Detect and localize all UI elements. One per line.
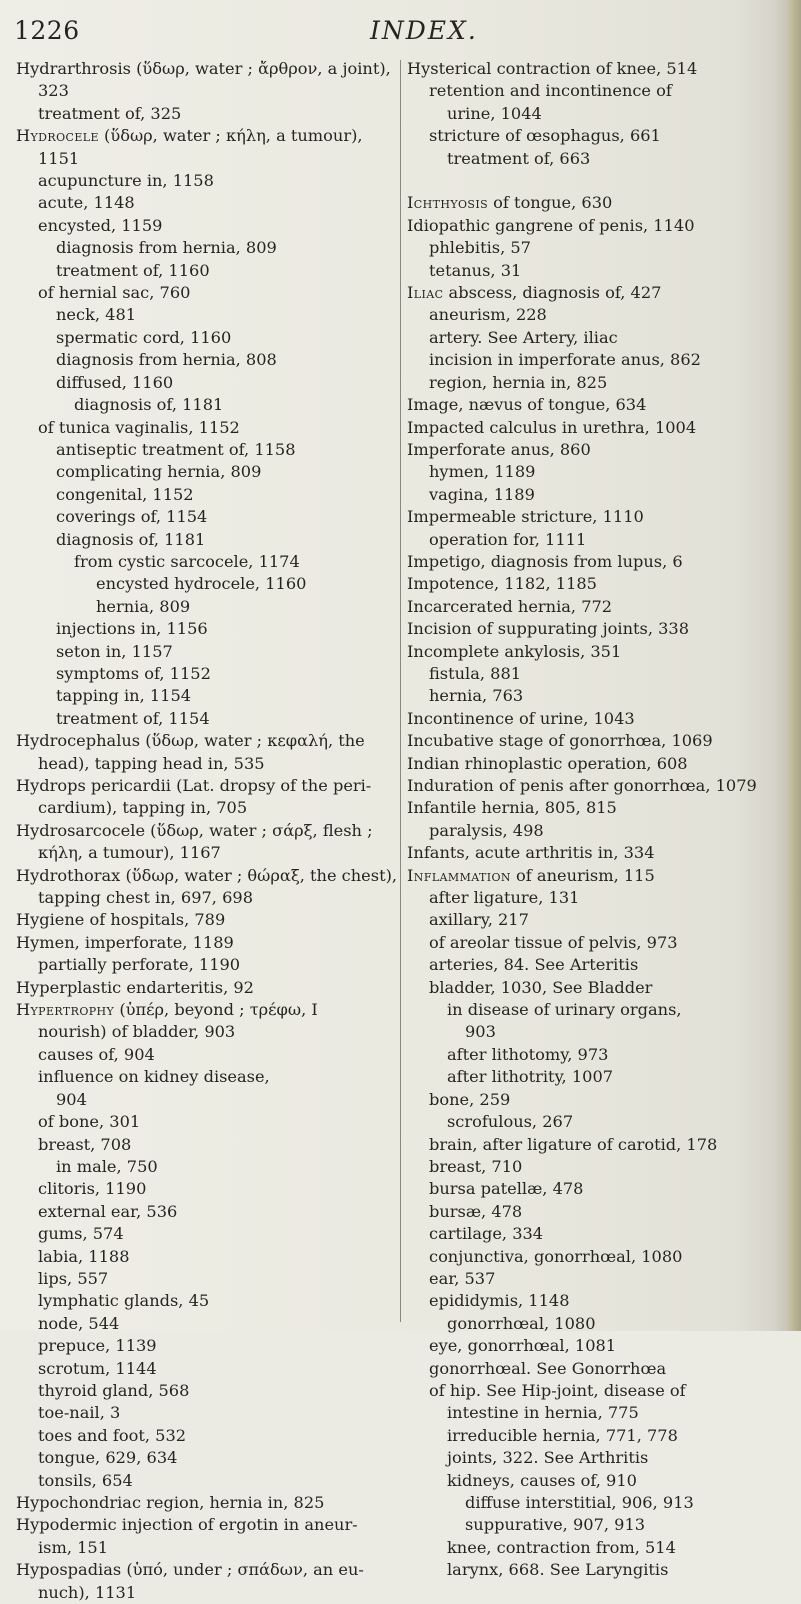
index-entry: external ear, 536 — [38, 1201, 178, 1221]
page-title: INDEX. — [370, 16, 478, 45]
index-entry: diffuse interstitial, 906, 913 — [465, 1493, 694, 1512]
index-entry: complicating hernia, 809 — [56, 462, 262, 482]
index-entry: acute, 1148 — [38, 193, 135, 213]
index-entry: Idiopathic gangrene of penis, 1140 — [407, 215, 695, 235]
index-entry: paralysis, 498 — [429, 820, 544, 840]
index-entry: urine, 1044 — [447, 103, 542, 123]
index-entry: aneurism, 228 — [429, 305, 547, 325]
index-entry: gonorrhœal. See Gonorrhœa — [429, 1358, 667, 1378]
index-entry: breast, 710 — [429, 1156, 523, 1176]
index-entry: diffused, 1160 — [56, 372, 174, 392]
index-entry: irreducible hernia, 771, 778 — [447, 1425, 678, 1445]
index-entry: symptoms of, 1152 — [56, 663, 211, 683]
index-entry: cardium), tapping in, 705 — [38, 798, 248, 818]
index-entry: Incomplete ankylosis, 351 — [407, 641, 622, 661]
index-entry: Inflammation of aneurism, 115 — [407, 865, 655, 885]
index-entry: retention and incontinence of — [429, 81, 672, 101]
index-entry: after ligature, 131 — [429, 888, 580, 908]
index-entry: treatment of, 1160 — [56, 260, 210, 280]
index-entry: operation for, 1111 — [429, 529, 587, 549]
page-number: 1226 — [14, 16, 80, 45]
index-entry: Incontinence of urine, 1043 — [407, 708, 635, 728]
index-entry: Ichthyosis of tongue, 630 — [407, 193, 613, 213]
index-entry: spermatic cord, 1160 — [56, 327, 232, 347]
index-entry: Hymen, imperforate, 1189 — [16, 932, 234, 952]
index-entry: bladder, 1030, See Bladder — [429, 977, 653, 997]
index-entry: injections in, 1156 — [56, 619, 208, 639]
index-entry: Impacted calculus in urethra, 1004 — [407, 417, 697, 437]
index-entry: Induration of penis after gonorrhœa, 1079 — [407, 776, 757, 795]
index-entry: κήλη, a tumour), 1167 — [38, 843, 221, 863]
index-entry: axillary, 217 — [429, 910, 529, 930]
index-entry: diagnosis of, 1181 — [56, 529, 206, 549]
index-entry: seton in, 1157 — [56, 641, 173, 661]
page-edge-shadow — [775, 0, 801, 1331]
index-entry: eye, gonorrhœal, 1081 — [429, 1336, 617, 1356]
index-entry: diagnosis from hernia, 808 — [56, 350, 277, 370]
index-entry: Hypertrophy (ὑπέρ, beyond ; τρέφω, I — [16, 1000, 318, 1020]
index-entry: nourish) of bladder, 903 — [38, 1022, 236, 1042]
index-entry: treatment of, 325 — [38, 103, 182, 123]
index-entry: Hyperplastic endarteritis, 92 — [16, 977, 254, 997]
index-entry: congenital, 1152 — [56, 484, 194, 504]
index-entry: nuch), 1131 — [38, 1582, 137, 1602]
index-entry: Infantile hernia, 805, 815 — [407, 798, 617, 818]
index-column-right — [407, 58, 777, 1582]
index-entry: influence on kidney disease, — [38, 1067, 270, 1087]
index-entry: coverings of, 1154 — [56, 507, 208, 527]
index-entry: kidneys, causes of, 910 — [447, 1470, 637, 1490]
index-entry: Hydrothorax (ὕδωρ, water ; θώραξ, the chest), — [16, 865, 398, 885]
index-entry: bursa patellæ, 478 — [429, 1179, 584, 1199]
index-entry: larynx, 668. See Laryngitis — [447, 1560, 669, 1580]
index-entry: 903 — [465, 1022, 496, 1042]
index-entry: after lithotomy, 973 — [447, 1044, 609, 1064]
index-entry: of hip. See Hip-joint, disease of — [429, 1380, 686, 1400]
index-entry: after lithotrity, 1007 — [447, 1067, 614, 1087]
index-entry: artery. See Artery, iliac — [429, 327, 618, 347]
index-entry: Hydrocephalus (ὕδωρ, water ; κεφαλή, the — [16, 731, 365, 751]
index-entry: thyroid gland, 568 — [38, 1380, 190, 1400]
index-entry: acupuncture in, 1158 — [38, 171, 214, 191]
index-entry: Hygiene of hospitals, 789 — [16, 910, 226, 930]
index-entry: bone, 259 — [429, 1089, 511, 1109]
index-entry: epididymis, 1148 — [429, 1291, 570, 1311]
index-entry: encysted, 1159 — [38, 215, 163, 235]
index-entry: toes and foot, 532 — [38, 1425, 187, 1445]
index-entry: in male, 750 — [56, 1156, 158, 1176]
index-entry: knee, contraction from, 514 — [447, 1537, 676, 1557]
column-divider — [400, 60, 401, 1322]
index-entry: toe-nail, 3 — [38, 1403, 121, 1423]
index-entry: tonsils, 654 — [38, 1470, 133, 1490]
index-entry: Hysterical contraction of knee, 514 — [407, 59, 698, 78]
index-entry: Impetigo, diagnosis from lupus, 6 — [407, 551, 683, 571]
index-entry: Impermeable stricture, 1110 — [407, 507, 644, 527]
index-entry: encysted hydrocele, 1160 — [96, 574, 307, 594]
index-entry: fistula, 881 — [429, 663, 522, 683]
index-entry: 323 — [38, 81, 69, 101]
index-entry: scrotum, 1144 — [38, 1358, 157, 1378]
index-entry: phlebitis, 57 — [429, 238, 531, 258]
index-entry: hymen, 1189 — [429, 462, 536, 482]
index-entry: in disease of urinary organs, — [447, 1000, 682, 1020]
index-entry: arteries, 84. See Arteritis — [429, 955, 639, 975]
index-entry: of hernial sac, 760 — [38, 283, 191, 303]
index-entry: head), tapping head in, 535 — [38, 753, 265, 773]
index-entry: treatment of, 663 — [447, 148, 591, 168]
index-column-left — [16, 58, 396, 1604]
index-entry: stricture of œsophagus, 661 — [429, 126, 661, 146]
index-entry: incision in imperforate anus, 862 — [429, 350, 701, 370]
index-entry: of tunica vaginalis, 1152 — [38, 417, 240, 437]
index-entry: joints, 322. See Arthritis — [447, 1448, 649, 1468]
index-entry: causes of, 904 — [38, 1044, 155, 1064]
index-entry: diagnosis from hernia, 809 — [56, 238, 277, 258]
index-entry: Imperforate anus, 860 — [407, 439, 591, 459]
index-entry: of bone, 301 — [38, 1112, 141, 1132]
index-entry: tongue, 629, 634 — [38, 1448, 178, 1468]
index-entry: cartilage, 334 — [429, 1224, 544, 1244]
index-entry: Iliac abscess, diagnosis of, 427 — [407, 283, 662, 303]
index-entry: Hypospadias (ὑπό, under ; σπάδων, an eu- — [16, 1560, 364, 1580]
index-entry: lymphatic glands, 45 — [38, 1291, 210, 1311]
index-entry: Infants, acute arthritis in, 334 — [407, 843, 655, 863]
index-entry: Hypochondriac region, hernia in, 825 — [16, 1493, 325, 1512]
index-entry: diagnosis of, 1181 — [74, 395, 224, 415]
index-entry: from cystic sarcocele, 1174 — [74, 551, 300, 571]
index-entry: gums, 574 — [38, 1224, 124, 1244]
index-entry: conjunctiva, gonorrhœal, 1080 — [429, 1246, 683, 1266]
index-entry: intestine in hernia, 775 — [447, 1403, 639, 1423]
index-entry: Hydrarthrosis (ὕδωρ, water ; ἄρθρον, a joint), — [16, 59, 391, 78]
index-entry: Incision of suppurating joints, 338 — [407, 619, 690, 639]
index-entry: antiseptic treatment of, 1158 — [56, 439, 296, 459]
index-entry: ism, 151 — [38, 1537, 109, 1557]
index-entry: labia, 1188 — [38, 1246, 130, 1266]
index-entry: tetanus, 31 — [429, 260, 522, 280]
index-entry: treatment of, 1154 — [56, 708, 210, 728]
index-entry: Image, nævus of tongue, 634 — [407, 395, 647, 415]
index-entry: scrofulous, 267 — [447, 1112, 574, 1132]
index-entry: 1151 — [38, 148, 80, 168]
index-entry: clitoris, 1190 — [38, 1179, 147, 1199]
index-entry: gonorrhœal, 1080 — [447, 1313, 596, 1333]
index-entry: ear, 537 — [429, 1268, 496, 1288]
index-entry: Hydrocele (ὕδωρ, water ; κήλη, a tumour), — [16, 126, 363, 146]
index-entry: Hydrosarcocele (ὕδωρ, water ; σάρξ, flesh ; — [16, 820, 373, 840]
index-entry: partially perforate, 1190 — [38, 955, 241, 975]
index-entry: prepuce, 1139 — [38, 1336, 157, 1356]
index-entry: hernia, 809 — [96, 596, 191, 616]
index-entry: breast, 708 — [38, 1134, 132, 1154]
index-entry: hernia, 763 — [429, 686, 524, 706]
index-entry: 904 — [56, 1089, 87, 1109]
index-entry: Incarcerated hernia, 772 — [407, 596, 613, 616]
index-entry: bursæ, 478 — [429, 1201, 523, 1221]
index-entry: Hydrops pericardii (Lat. dropsy of the peri- — [16, 776, 372, 795]
index-entry: of areolar tissue of pelvis, 973 — [429, 932, 678, 952]
index-entry: region, hernia in, 825 — [429, 372, 608, 392]
index-entry: suppurative, 907, 913 — [465, 1515, 646, 1535]
index-entry: Indian rhinoplastic operation, 608 — [407, 753, 688, 773]
index-entry: tapping in, 1154 — [56, 686, 192, 706]
index-entry: Hypodermic injection of ergotin in aneur- — [16, 1515, 358, 1535]
index-entry: brain, after ligature of carotid, 178 — [429, 1134, 718, 1154]
index-entry: node, 544 — [38, 1313, 120, 1333]
index-entry: vagina, 1189 — [429, 484, 535, 504]
index-entry: Incubative stage of gonorrhœa, 1069 — [407, 731, 713, 751]
index-entry: neck, 481 — [56, 305, 137, 325]
index-entry: lips, 557 — [38, 1268, 109, 1288]
index-entry: tapping chest in, 697, 698 — [38, 888, 253, 908]
index-entry — [407, 170, 777, 192]
index-entry: Impotence, 1182, 1185 — [407, 574, 597, 594]
